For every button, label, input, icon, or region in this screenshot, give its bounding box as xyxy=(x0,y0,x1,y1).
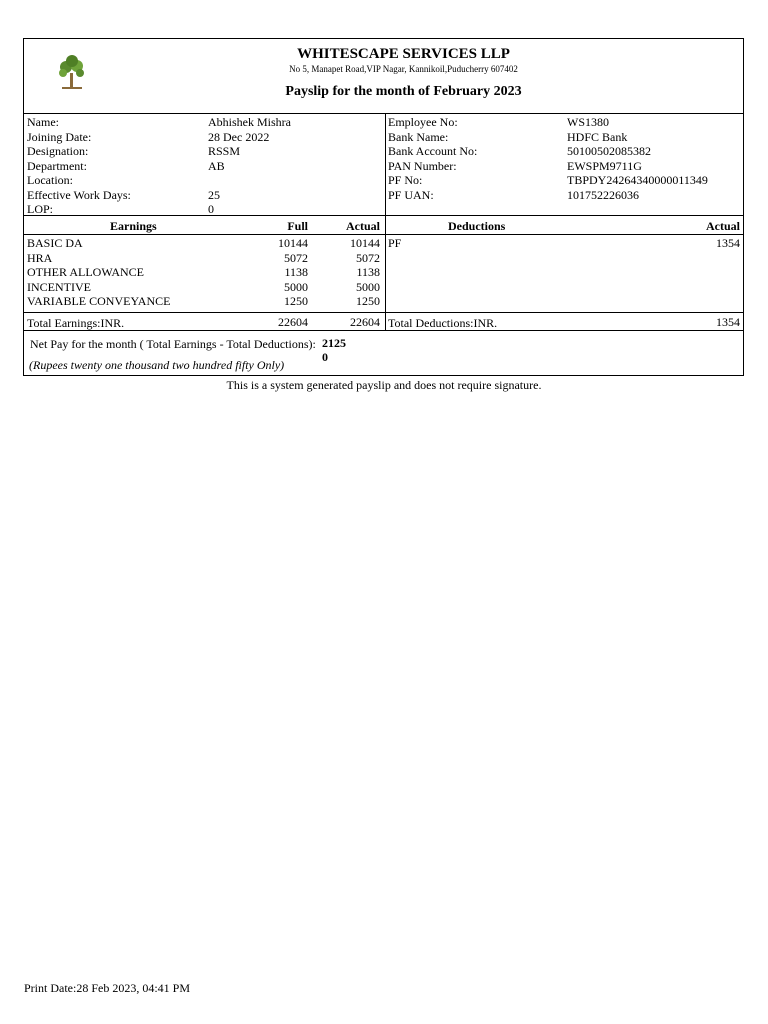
earnings-actual-header: Actual xyxy=(346,219,380,233)
net-pay-value: 21250 xyxy=(322,336,346,364)
payslip-header xyxy=(24,39,743,114)
department-value: AB xyxy=(208,158,225,173)
deduction-row-name: PF xyxy=(388,236,402,250)
total-earnings-actual: 22604 xyxy=(350,315,380,329)
pan-value: EWSPM9711G xyxy=(567,158,642,173)
lop-value: 0 xyxy=(208,202,214,216)
designation-label: Designation: xyxy=(27,144,89,158)
deductions-header: Deductions xyxy=(448,219,506,233)
total-earnings-label: Total Earnings:INR. xyxy=(27,316,125,330)
earning-row-full: 5000 xyxy=(284,279,308,294)
bank-account-label: Bank Account No: xyxy=(388,144,478,158)
pf-uan-value: 101752226036 xyxy=(567,187,639,202)
earnings-header: Earnings xyxy=(110,219,157,233)
earning-row-name: BASIC DA xyxy=(27,236,83,250)
system-generated-note: This is a system generated payslip and does not require signature. xyxy=(226,378,542,392)
earning-row-actual: 5072 xyxy=(356,250,380,265)
work-days-label: Effective Work Days: xyxy=(27,187,131,202)
employee-no-label: Employee No: xyxy=(388,115,458,129)
location-label: Location: xyxy=(27,173,73,187)
earning-row-name: OTHER ALLOWANCE xyxy=(27,265,144,279)
name-value: Abhishek Mishra xyxy=(208,115,291,129)
earning-row-name: VARIABLE CONVEYANCE xyxy=(27,294,171,308)
department-label: Department: xyxy=(27,158,87,173)
pf-no-label: PF No: xyxy=(388,173,423,187)
company-address: No 5, Manapet Road,VIP Nagar, Kannikoil,Puducherry 607402 xyxy=(289,64,518,74)
earning-row-actual: 1250 xyxy=(356,294,380,308)
bank-account-value: 50100502085382 xyxy=(567,144,651,158)
earning-row-name: INCENTIVE xyxy=(27,279,91,294)
deduction-row-actual: 1354 xyxy=(716,236,740,250)
pan-label: PAN Number: xyxy=(388,158,457,173)
info-divider xyxy=(385,113,386,215)
total-deductions-actual: 1354 xyxy=(716,315,740,329)
pf-uan-label: PF UAN: xyxy=(388,187,434,202)
earning-row-actual: 1138 xyxy=(356,265,380,279)
earnings-full-header: Full xyxy=(287,219,308,233)
pf-no-value: TBPDY24264340000011349 xyxy=(567,173,708,187)
employee-info xyxy=(24,113,743,216)
designation-value: RSSM xyxy=(208,144,241,158)
bank-name-label: Bank Name: xyxy=(388,129,449,144)
totals-rule xyxy=(24,312,743,313)
print-date: Print Date:28 Feb 2023, 04:41 PM xyxy=(24,981,191,995)
payslip-title: Payslip for the month of February 2023 xyxy=(285,84,522,99)
total-earnings-full: 22604 xyxy=(278,315,308,329)
net-pay-words: (Rupees twenty one thousand two hundred fifty Only) xyxy=(29,358,285,372)
earning-row-full: 5072 xyxy=(284,250,308,265)
earning-row-actual: 5000 xyxy=(356,279,380,294)
employee-no-value: WS1380 xyxy=(567,115,609,129)
lop-label: LOP: xyxy=(27,202,54,216)
joining-date-label: Joining Date: xyxy=(27,129,92,144)
name-label: Name: xyxy=(27,115,59,129)
header-rule xyxy=(24,234,743,235)
work-days-value: 25 xyxy=(208,187,220,202)
earning-row-name: HRA xyxy=(27,250,53,265)
bank-name-value: HDFC Bank xyxy=(567,129,628,144)
net-pay-rule xyxy=(24,330,743,331)
joining-date-value: 28 Dec 2022 xyxy=(208,129,270,144)
company-name: WHITESCAPE SERVICES LLP xyxy=(297,46,510,62)
earning-row-actual: 10144 xyxy=(350,236,380,250)
total-deductions-label: Total Deductions:INR. xyxy=(388,316,498,330)
earning-row-full: 1138 xyxy=(284,265,308,279)
payslip-sheet xyxy=(23,38,744,376)
deductions-actual-header: Actual xyxy=(706,219,740,233)
earning-row-full: 1250 xyxy=(284,294,308,308)
earning-row-full: 10144 xyxy=(278,236,308,250)
net-pay-label: Net Pay for the month ( Total Earnings - Total Deductions): xyxy=(30,337,316,351)
